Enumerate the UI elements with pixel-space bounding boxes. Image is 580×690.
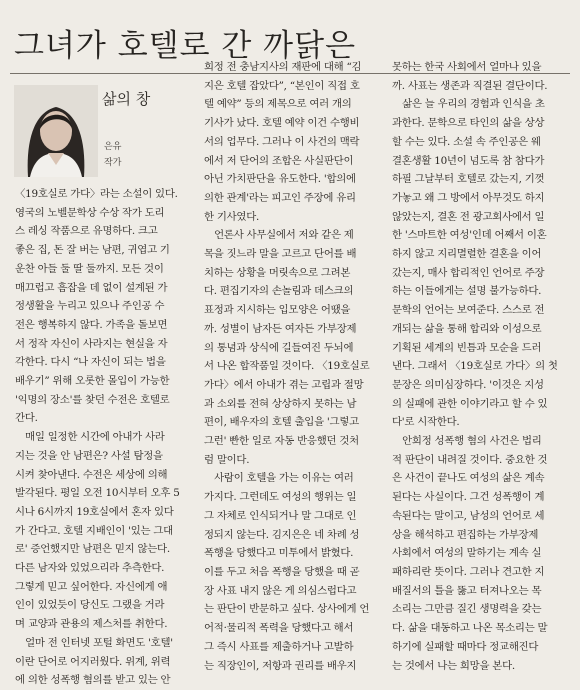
author-photo <box>14 85 98 177</box>
article-line: 〈19호실로 가다〉라는 소설이 있다. <box>15 188 178 200</box>
article-line: 까. 사표는 생존과 직결된 결단이다. <box>392 79 548 92</box>
article-column-3 <box>392 58 570 675</box>
article-line: 텔 예약” 등의 제목으로 여러 개의 <box>204 98 352 111</box>
article-line: 그렇게 믿고 싶어한다. 자신에게 애 <box>15 580 168 593</box>
article-line: 적 판단이 내려질 것이다. 중요한 것 <box>392 453 548 466</box>
article-line: 하는 이들에게는 설명 불가능하다. <box>392 285 542 298</box>
article-line: 언론사 사무실에서 저와 같은 제 <box>204 229 354 242</box>
article-line: 과 소외를 전혀 상상하지 못하는 남 <box>204 397 357 410</box>
author-title: 작가 <box>104 158 122 168</box>
article-line: 폭행을 당했다고 미투에서 밝혔다. <box>204 547 354 560</box>
article-line: 아닌 가치판단을 유도한다. '합의에 <box>204 173 356 186</box>
article-line: 속된다는 말이고, 남성의 언어로 세 <box>392 509 545 522</box>
article-line: 된다는 사실이다. 그건 성폭행이 계 <box>392 491 545 504</box>
article-line: 한 '스마트한 여성'인데 어째서 이혼 <box>392 229 547 242</box>
article-line: 낸다. 그래서 〈19호실로 가다〉의 첫 <box>392 360 558 373</box>
article-line: 서의 업무다. 그러나 이 사건의 맥락 <box>204 135 360 148</box>
article-line: 가다〉에서 아내가 겪는 고립과 절망 <box>204 378 364 391</box>
article-line: 희정 전 충남지사의 재판에 대해 “김 <box>204 61 362 73</box>
article-line: 문장은 의미심장하다. '이것은 지성 <box>392 378 544 391</box>
article-line: 정생활을 누리고 있으나 주인공 수 <box>15 300 165 313</box>
article-line: 가 간다고. 호텔 지배인이 '있는 그대 <box>15 524 173 537</box>
article-line: 간다. <box>15 412 38 425</box>
author-name: 은유 <box>104 142 122 152</box>
article-line: 은 사건이 끝나도 여성의 삶은 계속 <box>392 472 545 485</box>
article-line: 패하리란 뜻이다. 그러나 견고한 지 <box>392 565 545 578</box>
article-line: 에 의한 성폭행 혐의를 받고 있는 안 <box>15 674 171 687</box>
article-line: 안희정 성폭행 혐의 사건은 법리 <box>392 435 542 448</box>
article-line: 갔는지, 매사 합리적인 언어로 주장 <box>392 266 545 279</box>
article-line: 할 수는 있다. 소설 속 주인공은 웨 <box>392 135 541 148</box>
article-line: 다'로 시작한다. <box>392 416 460 429</box>
article-line: 하지 않고 지리멸렬한 결혼을 이어 <box>392 248 542 261</box>
article-line: 시나 6시까지 19호실에서 혼자 있다 <box>15 505 174 518</box>
article-line: 그 자체로 인식되거나 말 그대로 인 <box>204 509 357 522</box>
article-line: 의 실패에 관한 이야기라고 할 수 있 <box>392 397 548 410</box>
article-line: 사람이 호텔을 가는 이유는 여러 <box>204 472 354 485</box>
article-line: 는 직장인이, 저항과 권리를 배우지 <box>204 659 357 672</box>
article-line: 영국의 노벨문학상 수상 작가 도리 <box>15 206 165 219</box>
article-line: 편이, 배우자의 호텔 출입을 '그렇고 <box>204 416 359 429</box>
article-line: 까. 성별이 남자든 여자든 가부장제 <box>204 322 357 335</box>
article-line: 다. 삶을 대동하고 나온 목소리는 말 <box>392 622 548 635</box>
article-line: 좋은 집, 돈 잘 버는 남편, 귀엽고 기 <box>15 244 170 257</box>
article-line: 스 레싱 작품으로 유명하다. 크고 <box>15 225 158 238</box>
article-line: 다른 남자와 있었으리라 추측한다. <box>15 562 165 575</box>
article-line: 하기에 실패할 때마다 정교해진다 <box>392 640 539 653</box>
article-line: 장 사표 내지 않은 게 의심스럽다고 <box>204 584 357 597</box>
article-line: 사회에서 여성의 말하기는 계속 실 <box>392 547 542 560</box>
article-line: 의한 관계'라는 피고인 주장에 유리 <box>204 191 356 204</box>
column-name: 삶의 창 <box>102 90 151 108</box>
article-column-1 <box>15 185 193 690</box>
article-line: 결혼생활 10년이 넘도록 참 참다가 <box>392 154 545 167</box>
article-line: 삶은 늘 우리의 경험과 인식을 초 <box>392 98 545 111</box>
article-line: 지은 호텔 잡았다”, “본인이 직접 호 <box>204 79 360 92</box>
article-line: 인이 있었듯이 당신도 그랬을 거라 <box>15 599 165 612</box>
article-line: 상을 해석하고 편집하는 가부장제 <box>392 528 539 541</box>
article-line: 매일 일정한 시간에 아내가 사라 <box>15 431 165 444</box>
article-line: 이를 두고 처음 폭행을 당했을 때 곧 <box>204 565 360 578</box>
article-line: 어적·물리적 폭력을 당했다고 해서 <box>204 622 354 635</box>
article-line: 문학의 언어는 보여준다. 스스로 전 <box>392 304 545 317</box>
article-line: 그런' 빤한 일로 자동 반응했던 것처 <box>204 435 359 448</box>
article-line: 는 판단이 반문하고 싶다. 상사에게 언 <box>204 603 370 616</box>
article-line: 운찬 아들 둘 딸 둘까지. 모든 것이 <box>15 262 164 275</box>
article-line: 못하는 한국 사회에서 얼마나 있을 <box>392 61 542 73</box>
article-line: 럼 말이다. <box>204 453 250 466</box>
article-line: 소리는 그만큼 질긴 생명력을 갖는 <box>392 603 542 616</box>
article-line: 한 기사였다. <box>204 210 260 223</box>
article-line: 다. 편집기자의 손놀림과 데스크의 <box>204 285 354 298</box>
article-line: 지는 것을 안 남편은? 사설 탐정을 <box>15 449 163 462</box>
article-line: 가지다. 그런데도 여성의 행위는 일 <box>204 491 357 504</box>
article-line: 않았는지, 결혼 전 광고회사에서 일 <box>392 210 545 223</box>
article-line: 각한다. 다시 “나 자신이 되는 법을 <box>15 356 166 369</box>
article-line: 서 정작 자신이 사라지는 현실을 자 <box>15 337 168 350</box>
article-line: 에서 저 단어의 조합은 사실판단이 <box>204 154 354 167</box>
article-line: 의 통념과 상식에 길들여진 두뇌에 <box>204 341 354 354</box>
article-line: 얼마 전 인터넷 포털 화면도 '호텔' <box>15 636 173 649</box>
article-line: 개되는 삶을 통해 합리와 이성으로 <box>392 322 542 335</box>
article-line: 하필 그날부터 호텔로 갔는지, 기껏 <box>392 173 545 186</box>
article-line: 전은 행복하지 않다. 가족을 돌보면 <box>15 318 168 331</box>
article-line: 표정과 지시하는 입모양은 어땠을 <box>204 304 351 317</box>
article-line: 정되지 않는다. 김지은은 네 차례 성 <box>204 528 360 541</box>
article-line: 시켜 찾아낸다. 수전은 세상에 의해 <box>15 468 168 481</box>
article-line: 그 즉시 사표를 제출하거나 고발하 <box>204 640 354 653</box>
article-line: 목을 짓느라 말을 고르고 단어를 배 <box>204 248 357 261</box>
article-line: 가놓고 왜 그 방에서 아무것도 하지 <box>392 191 545 204</box>
article-line: 는 것에서 나는 희망을 본다. <box>392 659 515 672</box>
article-line: 서 나온 합작품일 것이다. 〈19호실로 <box>204 360 370 373</box>
article-line: 기사가 났다. 호텔 예약 이건 수행비 <box>204 117 360 130</box>
article-line: 발각된다. 평일 오전 10시부터 오후 5 <box>15 487 180 500</box>
article-line: 기획된 세계의 빈틈과 모순을 드러 <box>392 341 542 354</box>
article-column-2 <box>204 58 382 675</box>
article-line: 며 교양과 관용의 제스처를 취한다. <box>15 618 168 631</box>
article-line: 치하는 상황을 머릿속으로 그려본 <box>204 266 351 279</box>
article-line: 로' 증언했지만 남편은 믿지 않는다. <box>15 543 170 556</box>
article-line: '익명의 장소'를 찾던 수전은 호텔로 <box>15 393 170 406</box>
article-line: 과한다. 문학으로 타인의 삶을 상상 <box>392 117 545 130</box>
article-line: 배우기” 위해 오롯한 몰입이 가능한 <box>15 375 170 388</box>
article-line: 이란 단어로 어지러웠다. 위계, 위력 <box>15 655 171 668</box>
headline: 그녀가 호텔로 간 까닭은 <box>14 28 357 64</box>
article-line: 매끄럽고 흠잡을 데 없이 설계된 가 <box>15 281 168 294</box>
article-line: 배질서의 틀을 뚫고 터져나오는 목 <box>392 584 542 597</box>
